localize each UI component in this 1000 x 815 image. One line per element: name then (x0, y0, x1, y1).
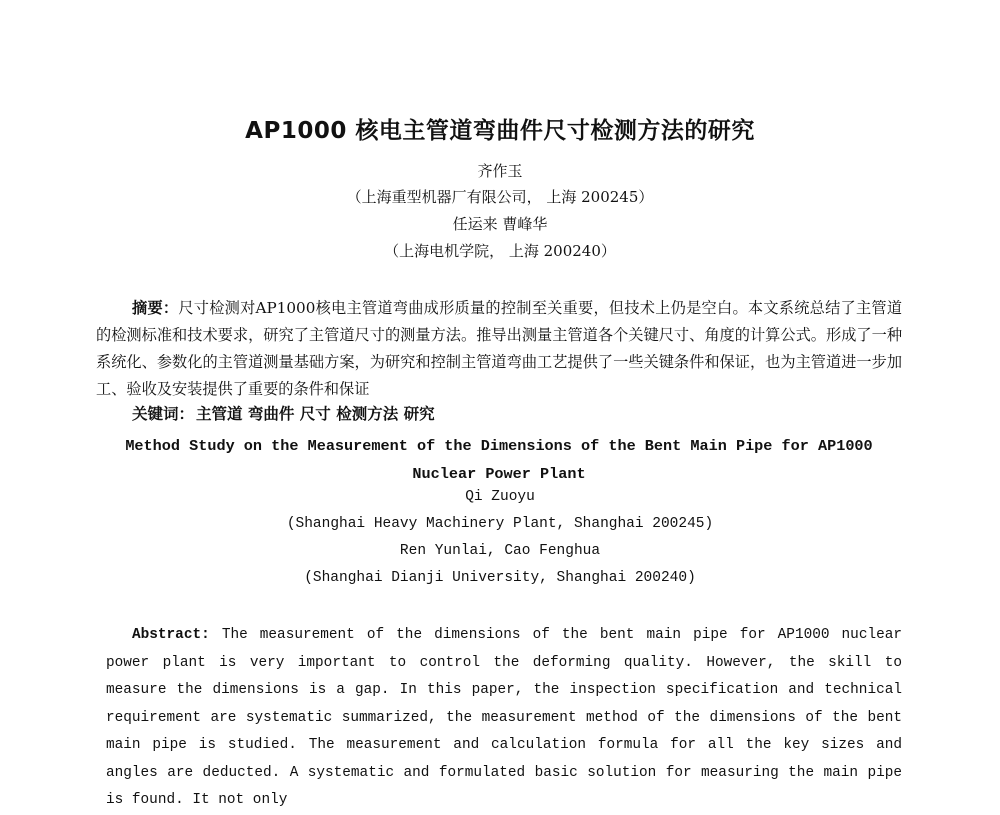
abstract-english (106, 622, 902, 815)
keywords-chinese-label: 关键词： (132, 405, 195, 423)
affiliation-1-chinese: （上海重型机器厂有限公司， 上海 200245） (346, 188, 654, 206)
affiliation-2-chinese: （上海电机学院， 上海 200240） (384, 242, 616, 260)
title-chinese: AP1000 核电主管道弯曲件尺寸检测方法的研究 (245, 118, 755, 144)
authors-2-chinese: 任运来 曹峰华 (452, 215, 548, 233)
abstract-chinese (96, 295, 902, 403)
abstract-english-label: Abstract: (132, 627, 210, 643)
author-1-chinese: 齐作玉 (477, 162, 523, 180)
title-english: Method Study on the Measurement of the Dimensions of the Bent Main Pipe for AP1000 Nuclear Power Plant (125, 437, 873, 483)
abstract-chinese-text: 尺寸检测对AP1000核电主管道弯曲成形质量的控制至关重要，但技术上仍是空白。本文系统总结了主管道的检测标准和技术要求，研究了主管道尺寸的测量方法。推导出测量主管道各个关键尺寸、角度的计算公式。形成了一种系统化、参数化的主管道测量基础方案，为研究和控制主管道弯曲工艺提供了一些关键条件和保证，也为主管道进一步加工、验收及安装提供了重要的条件和保证 (96, 299, 903, 398)
affiliation-2-english: (Shanghai Dianji University, Shanghai 200240) (304, 570, 696, 586)
abstract-chinese-label: 摘要： (132, 299, 179, 317)
affiliation-1-english: (Shanghai Heavy Machinery Plant, Shanghai 200245) (286, 516, 714, 532)
keywords-chinese (132, 402, 435, 424)
keywords-chinese-values: 主管道 弯曲件 尺寸 检测方法 研究 (196, 405, 435, 423)
abstract-english-text: The measurement of the dimensions of the bent main pipe for AP1000 nuclear power plant is very important to control the deforming quality. However, the skill to measure the dimensions is a gap. In this paper, the inspection specification and technical requirement are systematic summarized, the measurement method of the dimensions of the bent main pipe is studied. The measurement and calculation formula for all the key sizes and angles are deducted. A systematic and formulated basic solution for measuring the main pipe is found. It not only (106, 627, 902, 808)
authors-2-english: Ren Yunlai, Cao Fenghua (399, 543, 601, 559)
author-1-english: Qi Zuoyu (465, 489, 535, 505)
